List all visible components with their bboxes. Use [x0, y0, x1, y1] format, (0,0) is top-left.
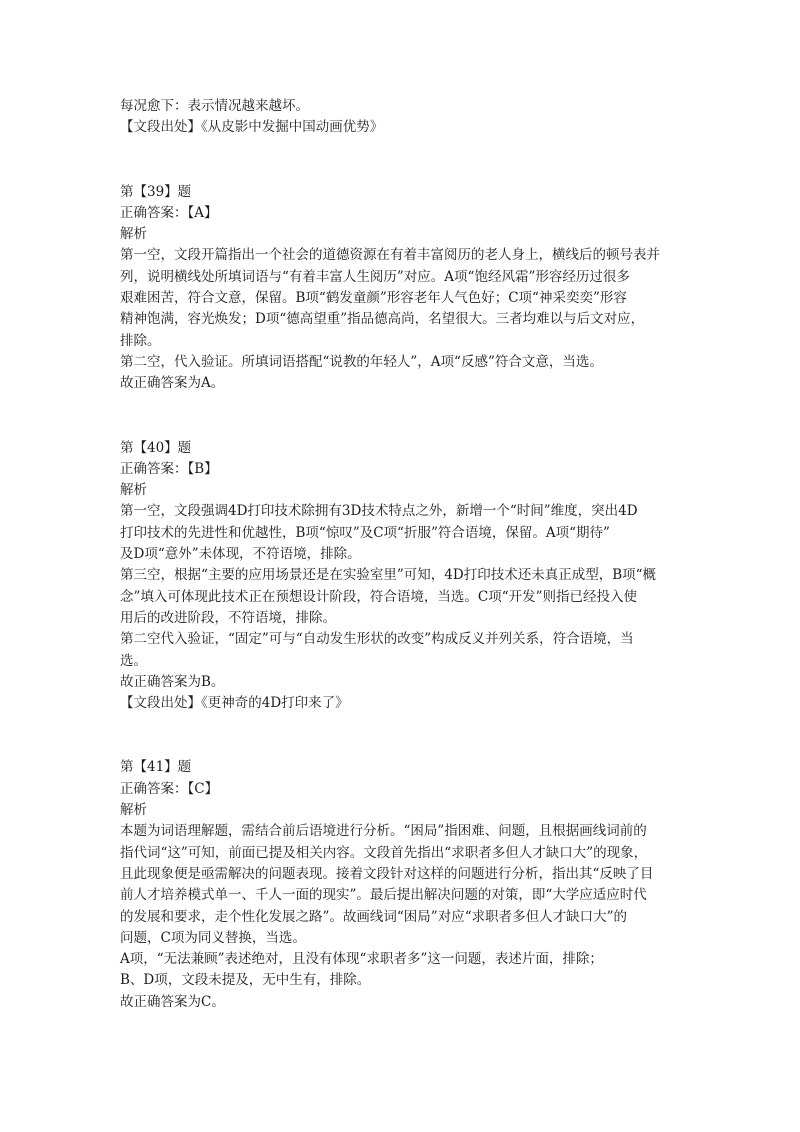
analysis-line: 故正确答案为C。: [120, 993, 225, 1010]
analysis-line: 打印技术的先进性和优越性，B项“惊叹”及C项“折服”符合语境，保留。A项“期待”: [120, 524, 610, 541]
question-41: [120, 757, 690, 1013]
analysis-line: 故正确答案为B。: [120, 673, 225, 690]
question-39: [120, 182, 690, 395]
analysis-label: 解析: [120, 802, 147, 819]
question-title: 第【40】题: [120, 439, 192, 456]
analysis-line: 列，说明横线处所填词语与“有着丰富人生阅历”对应。A项“饱经风霜”形容经历过很多: [120, 268, 630, 285]
analysis-line: 问题，C项为同义替换，当选。: [120, 929, 306, 946]
analysis-line: 第二空，代入验证。所填词语搭配“说教的年轻人”，A项“反感”符合文意，当选。: [120, 353, 603, 370]
analysis-line: 前人才培养模式单一、千人一面的现实”。最后提出解决问题的对策，即“大学应适应时代: [120, 887, 647, 904]
analysis-line: 第一空，文段开篇指出一个社会的道德资源在有着丰富阅历的老人身上，横线后的顿号表并: [120, 247, 660, 264]
question-answer: 正确答案：【B】: [120, 460, 218, 477]
analysis-label: 解析: [120, 482, 147, 499]
analysis-line: 艰难困苦，符合文意，保留。B项“鹤发童颜”形容老年人气色好；C项“神采奕奕”形容: [120, 290, 627, 307]
question-title: 第【41】题: [120, 759, 192, 776]
analysis-line: 用后的改进阶段，不符语境，排除。: [120, 609, 336, 626]
document-page: [120, 96, 690, 1013]
analysis-line: 本题为词语理解题，需结合前后语境进行分析。“困局”指困难、问题，且根据画线词前的: [120, 823, 647, 840]
analysis-line: 第三空，根据“主要的应用场景还是在实验室里”可知，4D打印技术还未真正成型，B项“概: [120, 567, 657, 584]
question-answer: 正确答案：【C】: [120, 780, 219, 797]
analysis-line: 故正确答案为A。: [120, 375, 225, 392]
question-40: [120, 438, 690, 715]
source-line: 【文段出处】《更神奇的4D打印来了》: [120, 695, 349, 712]
analysis-line: 的发展和要求，走个性化发展之路”。故画线词“困局”对应“求职者多但人才缺口大”的: [120, 908, 628, 925]
question-answer: 正确答案：【A】: [120, 204, 218, 221]
analysis-line: 指代词“这”可知，前面已提及相关内容。文段首先指出“求职者多但人才缺口大”的现象，: [120, 844, 648, 861]
analysis-line: 排除。: [120, 332, 161, 349]
analysis-line: 选。: [120, 652, 147, 669]
analysis-line: 及D项“意外”未体现，不符语境，排除。: [120, 546, 361, 563]
question-title: 第【39】题: [120, 183, 192, 200]
intro-source: 【文段出处】《从皮影中发掘中国动画优势》: [120, 119, 384, 136]
analysis-line: B、D项，文段未提及，无中生有，排除。: [120, 972, 371, 989]
analysis-line: 且此现象便是亟需解决的问题表现。接着文段针对这样的问题进行分析，指出其“反映了目: [120, 865, 654, 882]
analysis-line: 第二空代入验证，“固定”可与“自动发生形状的改变”构成反义并列关系，符合语境，当: [120, 631, 634, 648]
analysis-line: 念”填入可体现此技术正在预想设计阶段，符合语境，当选。C项“开发”则指已经投入使: [120, 588, 638, 605]
analysis-line: 精神饱满，容光焕发；D项“德高望重”指品德高尚，名望很大。三者均难以与后文对应，: [120, 311, 645, 328]
analysis-line: 第一空，文段强调4D打印技术除拥有3D技术特点之外，新增一个“时间”维度，突出4D: [120, 503, 638, 520]
intro-section: [120, 96, 690, 139]
analysis-line: A项，“无法兼顾”表述绝对，且没有体现“求职者多”这一问题，表述片面，排除；: [120, 951, 603, 968]
analysis-label: 解析: [120, 226, 147, 243]
intro-line: 每况愈下：表示情况越来越坏。: [120, 98, 309, 114]
